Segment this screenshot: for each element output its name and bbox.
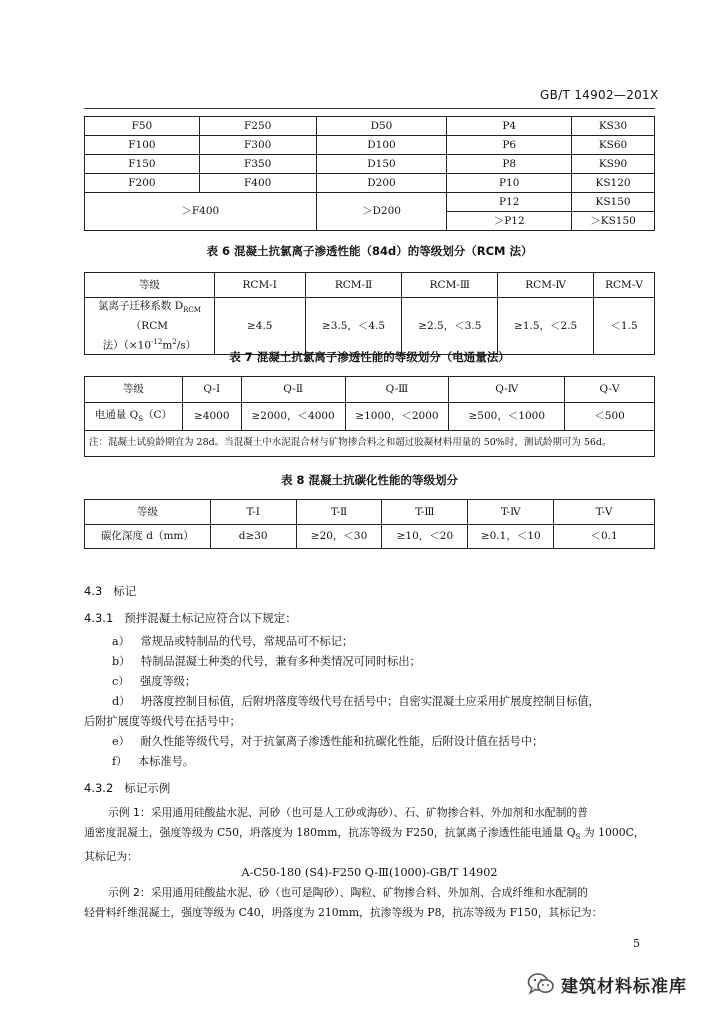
table-7-caption: 表 7 混凝土抗氯离子渗透性能的等级划分（电通量法）	[229, 350, 510, 364]
table-row: 碳化深度 d（mm） d≥30 ≥20，＜30 ≥10，＜20 ≥0.1，＜10 ＜0.1	[85, 525, 655, 549]
table-row: F100 F300 D100 P6 KS60	[85, 136, 655, 155]
table-7-note: 注：混凝土试验龄期宜为 28d。当混凝土中水泥混合材与矿物掺合料之和超过胶凝材料用量的 50%时，测试龄期可为 56d。	[85, 431, 655, 457]
watermark-text: 建筑材料标准库	[561, 977, 687, 997]
table-row: 氯离子迁移系数 $D_{RCM}(RCM$ 法）$(\times 10^{-12}m^2/s)$ ≥4.5 ≥3.5，＜4.5 ≥2.5，＜3.5 ≥1.5，＜2.5 ＜1.5	[85, 298, 655, 355]
marking-rules-list	[84, 632, 659, 772]
example-2: 示例 2：采用通用硅酸盐水泥、砂（也可是陶砂）、陶粒、矿物掺合料、外加剂、合成纤维和水配制的 轻骨料纤维混凝土，强度等级为 C40，坍落度为 210mm，抗渗等级为 P8，抗冻等级为 F150，其标记为：	[84, 886, 603, 919]
table-6-caption: 表 6 混凝土抗氯离子渗透性能（84d）的等级划分（RCM 法）	[206, 244, 533, 258]
list-item: e） 耐久性能等级代号，对于抗氯离子渗透性能和抗碳化性能，后附设计值在括号中；	[112, 735, 544, 748]
section-4-3-heading: 4.3 标记	[84, 584, 137, 598]
list-item: a） 常规品或特制品的代号，常规品可不标记；	[112, 635, 354, 648]
table-row: 电通量 $Q_S(C)$ ≥4000 ≥2000，＜4000 ≥1000，＜2000 ≥500，＜1000 ＜500	[85, 403, 655, 431]
row-label: 氯离子迁移系数 $D_{RCM}(RCM$ 法）$(\times 10^{-12}m^2/s)$	[85, 298, 215, 355]
list-item: f） 本标准号。	[112, 755, 194, 768]
example-1: 示例 1：采用通用硅酸盐水泥、河砂（也可是人工砂或海砂）、石、矿物掺合料、外加剂和水配制的普 通密度混凝土，强度等级为 C50，坍落度为 180mm，抗冻等级为 F250，抗氯离子渗透性能电通量 $Q_S$ 为 1000C， 其标记为：	[84, 806, 645, 864]
table-row: ＞P12 ＞KS150	[85, 212, 655, 231]
table-row: F50 F250 D50 P4 KS30	[85, 117, 655, 136]
list-item: b） 特制品混凝土种类的代号，兼有多种类情况可同时标出；	[112, 655, 421, 668]
page-number: 5	[633, 937, 640, 950]
list-item: 后附扩展度等级代号在括号中；	[84, 715, 241, 728]
table-row: ＞F400 ＞D200 P12 KS150	[85, 193, 655, 212]
list-item: d） 坍落度控制目标值，后附坍落度等级代号在括号中；自密实混凝土应采用扩展度控制目标值，	[112, 695, 600, 708]
table-header-row: 等级 T-Ⅰ T-Ⅱ T-Ⅲ T-Ⅳ T-Ⅴ	[85, 500, 655, 525]
wechat-icon	[527, 972, 555, 996]
table-header-row: 等级 Q-Ⅰ Q-Ⅱ Q-Ⅲ Q-Ⅳ Q-Ⅴ	[85, 377, 655, 403]
list-item: c） 强度等级；	[112, 675, 197, 688]
table-row: F150 F350 D150 P8 KS90	[85, 155, 655, 174]
table-8-caption: 表 8 混凝土抗碳化性能的等级划分	[280, 473, 458, 487]
section-4-3-1-heading: 4.3.1 预拌混凝土标记应符合以下规定：	[84, 611, 297, 625]
example-1-mark: A-C50-180 (S4)-F250 Q-Ⅲ(1000)-GB/T 14902	[241, 866, 498, 879]
table-row: F200 F400 D200 P10 KS120	[85, 174, 655, 193]
table-6	[84, 272, 655, 355]
table-note-row	[85, 431, 655, 457]
section-4-3-2-heading: 4.3.2 标记示例	[84, 781, 171, 795]
table-8	[84, 499, 655, 549]
grade-table-continued	[84, 116, 655, 231]
row-label: 电通量 $Q_S(C)$	[85, 403, 183, 431]
table-header-row: 等级 RCM-Ⅰ RCM-Ⅱ RCM-Ⅲ RCM-Ⅳ RCM-Ⅴ	[85, 273, 655, 298]
wechat-watermark	[527, 969, 707, 999]
table-7	[84, 376, 655, 457]
standard-code: GB/T 14902—201X	[540, 88, 659, 102]
header-rule	[84, 108, 655, 109]
